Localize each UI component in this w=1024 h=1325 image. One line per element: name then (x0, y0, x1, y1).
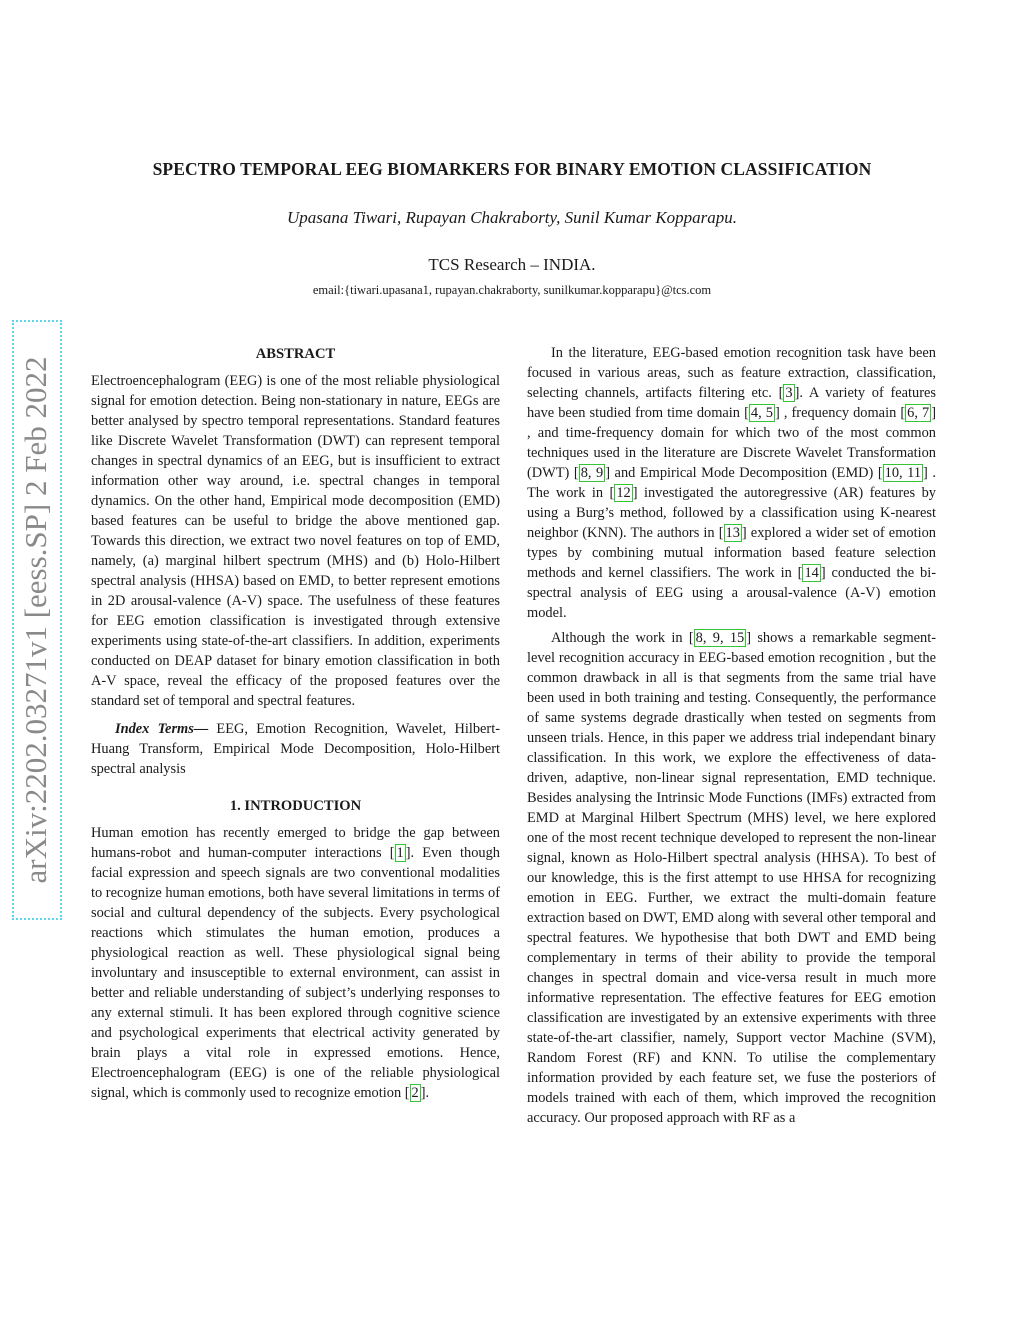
intro-paragraph-3: Although the work in [ 8, 9, 15 ] shows a remarkable segment-level recognition accuracy in EEG-based emotion recognition , but the common drawback in all is that segments from the same trial have been used in both training and testing. Consequently, the performance of same systems degrade drastically when tested on segments from unseen trials. Hence, in this paper we address trial independant binary classification. In this work, we explore the effectiveness of data-driven, adaptive, non-linear signal representation, EMD technique. Besides analysing the Intrinsic Mode Functions (IMFs) extracted from EMD at Marginal Hilbert Spectrum (MHS) level, we here explored one of the most recent technique developed to represent the non-linear signal, known as Holo-Hilbert spectral analysis (HHSA). To best of our knowledge, this is the first attempt to use HHSA for recognizing emotion in EEG. Further, we extract the multi-domain feature extraction based on DWT, EMD along with several other temporal and spectral features. We hypothesise that both DWT and EMD being complementary in terms of their ability to provide the temporal changes in spectral domain and vice-versa result in much more informative representation. The effective features for EEG emotion classification are investigated by an extensive experiments with three state-of-the-art classifier, namely, Support vector Machine (SVM), Random Forest (RF) and KNN. To utilise the complementary information provided by each feature set, we fuse the posteriors of models trained with each of them, which improved the recognition accuracy. Our proposed approach with RF as a (527, 630, 937, 1126)
paper-title: SPECTRO TEMPORAL EEG BIOMARKERS FOR BINARY EMOTION CLASSIFICATION (152, 159, 872, 179)
citation-link[interactable]: 1 (396, 845, 404, 861)
abstract-text: Electroencephalogram (EEG) is one of the most reliable physiological signal for emotion detection. Being non-stationary in nature, EEGs are better analysed by spectro temporal representations. Standard features like Discrete Wavelet Transformation (DWT) can represent temporal changes in spectral dynamics of an EEG, but is insufficient to extract information other way around, i.e. spectral changes in temporal dynamics. On the other hand, Empirical mode decomposition (EMD) based features can be useful to bridge the above mentioned gap. Towards this direction, we extract two novel features on top of EMD, namely, (a) marginal hilbert spectrum (MHS) and (b) Holo-Hilbert spectral analysis (HHSA) based on EMD, to better represent emotions in 2D arousal-valence (A-V) space. The usefulness of these features for EEG emotion classification is investigated through extensive experiments using state-of-the-art classifiers. In addition, experiments conducted on DEAP dataset for binary emotion classification in both A-V space, reveal the efficacy of the proposed features over the standard set of temporal and spectral features. (91, 373, 500, 709)
paper-authors: Upasana Tiwari, Rupayan Chakraborty, Sunil Kumar Kopparapu. (286, 208, 738, 227)
introduction-heading: 1. INTRODUCTION (229, 798, 362, 814)
index-terms (91, 719, 500, 779)
abstract-heading: ABSTRACT (255, 346, 336, 362)
citation-link[interactable]: 10, 11 (884, 465, 922, 481)
citation-link[interactable]: 12 (616, 485, 631, 501)
citation-link[interactable]: 14 (804, 565, 819, 581)
citation-link[interactable]: 3 (785, 385, 793, 401)
paper-email: email:{tiwari.upasana1, rupayan.chakraborty, sunilkumar.kopparapu}@tcs.com (312, 283, 712, 297)
arxiv-identifier[interactable]: arXiv:2202.03271v1 [eess.SP] 2 Feb 2022 (12, 320, 62, 920)
citation-link[interactable]: 8, 9, 15 (695, 630, 745, 646)
left-column (91, 343, 500, 1103)
citation-link[interactable]: 13 (725, 525, 740, 541)
right-column (527, 343, 936, 1128)
index-terms-label: Index Terms— (115, 721, 209, 737)
intro-paragraph-1: Human emotion has recently emerged to bridge the gap between humans-robot and human-computer interactions [ 1 ]. Even though facial expression and speech signals are two conventional modalities to recognize human emotions, both have several limitations in terms of social and cultural dependency of the subjects. Every psychological reactions which stimulates the human emotion, produces a physiological reaction as well. These physiological signal being involuntary and insusceptible to external environment, can assist in better and reliable understanding of subject’s underlying responses to any external stimuli. It has been explored through cognitive science and psychological experiments that electrical activity generated by brain plays a vital role in expressed emotions. Hence, Electroencephalogram (EEG) is one of the reliable physiological signal, which is commonly used to recognize emotion [ 2 ]. (91, 825, 500, 1101)
citation-link[interactable]: 8, 9 (580, 465, 604, 481)
citation-link[interactable]: 6, 7 (907, 405, 930, 421)
citation-link[interactable]: 2 (411, 1085, 419, 1101)
intro-paragraph-2: In the literature, EEG-based emotion recognition task have been focused in various areas, such as feature extraction, classification, selecting channels, artifacts filtering etc. [ 3 ]. A variety of features have been studied from time domain [ 4, 5 ] , frequency domain [ 6, 7 ] , and time-frequency domain for which two of the most common techniques used in the literature are Discrete Wavelet Transformation (DWT) [ 8, 9 ] and Empirical Mode Decomposition (EMD) [ 10, 11 ] . The work in [ 12 ] investigated the autoregressive (AR) features by using a Burg’s method, followed by a classification using K-nearest neighbor (KNN). The authors in [ 13 ] explored a wider set of emotion types by combining mutual information based feature selection methods and kernel classifiers. The work in [ 14 ] conducted the bi-spectral analysis of EEG using a arousal-valence (A-V) emotion model. (527, 345, 937, 621)
paper-affiliation: TCS Research – INDIA. (428, 255, 596, 274)
index-terms-text: EEG, Emotion Recognition, Wavelet, Hilbert-Huang Transform, Empirical Mode Decomposition, Holo-Hilbert spectral analysis (91, 721, 500, 777)
citation-link[interactable]: 4, 5 (750, 405, 773, 421)
